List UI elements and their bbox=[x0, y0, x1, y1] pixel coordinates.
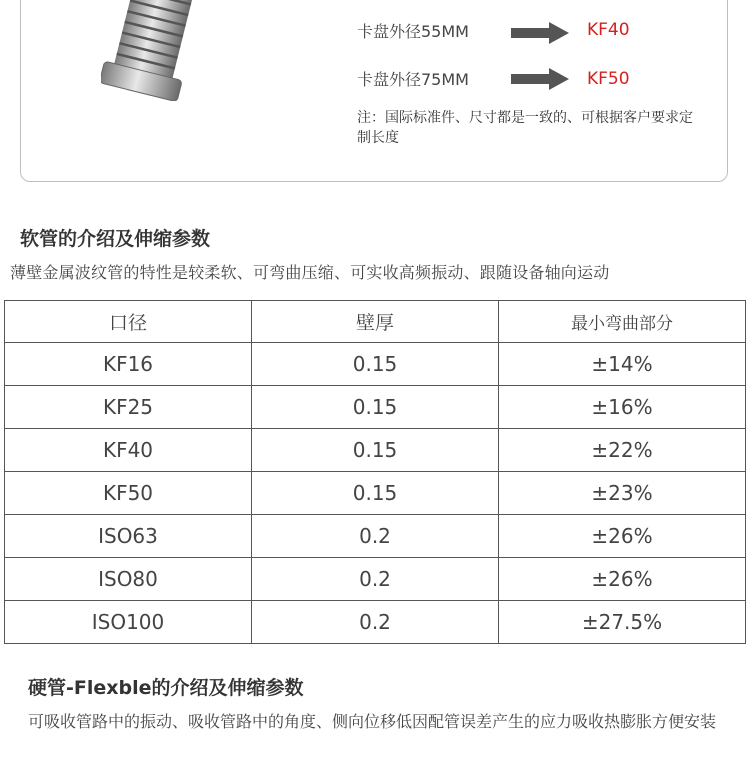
spec-kf50: KF50 bbox=[587, 69, 630, 89]
header-caliber: 口径 bbox=[5, 301, 252, 343]
cell-caliber: KF16 bbox=[5, 343, 252, 386]
right-arrow-icon bbox=[511, 22, 569, 44]
table-row bbox=[5, 386, 746, 429]
cell-bend: ±16% bbox=[499, 386, 746, 429]
cell-thickness: 0.15 bbox=[252, 386, 499, 429]
header-min-bend: 最小弯曲部分 bbox=[499, 301, 746, 343]
cell-bend: ±26% bbox=[499, 558, 746, 601]
cell-caliber: KF50 bbox=[5, 472, 252, 515]
spec-kf40: KF40 bbox=[587, 20, 630, 40]
parameter-table bbox=[4, 300, 746, 644]
header-wall-thickness: 壁厚 bbox=[252, 301, 499, 343]
cell-thickness: 0.2 bbox=[252, 601, 499, 644]
cell-caliber: ISO80 bbox=[5, 558, 252, 601]
table-row bbox=[5, 558, 746, 601]
table-row bbox=[5, 429, 746, 472]
cell-thickness: 0.2 bbox=[252, 515, 499, 558]
table-row bbox=[5, 343, 746, 386]
cell-caliber: KF40 bbox=[5, 429, 252, 472]
right-arrow-icon bbox=[511, 68, 569, 90]
table-header-row bbox=[5, 301, 746, 343]
hard-hose-section-title: 硬管-Flexble的介绍及伸缩参数 bbox=[28, 677, 304, 699]
product-info-card bbox=[20, 0, 728, 182]
cell-caliber: KF25 bbox=[5, 386, 252, 429]
customization-note: 注：国际标准件、尺寸都是一致的、可根据客户要求定制长度 bbox=[357, 110, 693, 146]
cell-thickness: 0.15 bbox=[252, 472, 499, 515]
cell-caliber: ISO100 bbox=[5, 601, 252, 644]
table-row bbox=[5, 472, 746, 515]
cell-thickness: 0.2 bbox=[252, 558, 499, 601]
soft-hose-description: 薄壁金属波纹管的特性是较柔软、可弯曲压缩、可实收高频振动、跟随设备轴向运动 bbox=[10, 263, 610, 282]
cell-thickness: 0.15 bbox=[252, 429, 499, 472]
bellows-hose-image bbox=[101, 0, 211, 101]
cell-caliber: ISO63 bbox=[5, 515, 252, 558]
cell-bend: ±26% bbox=[499, 515, 746, 558]
cell-bend: ±22% bbox=[499, 429, 746, 472]
spec-label-75mm: 卡盘外径75MM bbox=[357, 70, 469, 89]
cell-bend: ±27.5% bbox=[499, 601, 746, 644]
cell-bend: ±14% bbox=[499, 343, 746, 386]
spec-label-55mm: 卡盘外径55MM bbox=[357, 22, 469, 41]
table-row bbox=[5, 601, 746, 644]
soft-hose-section-title: 软管的介绍及伸缩参数 bbox=[20, 228, 211, 250]
hard-hose-description: 可吸收管路中的振动、吸收管路中的角度、侧向位移低因配管误差产生的应力吸收热膨胀方便安装 bbox=[28, 712, 717, 731]
table-row bbox=[5, 515, 746, 558]
cell-thickness: 0.15 bbox=[252, 343, 499, 386]
cell-bend: ±23% bbox=[499, 472, 746, 515]
